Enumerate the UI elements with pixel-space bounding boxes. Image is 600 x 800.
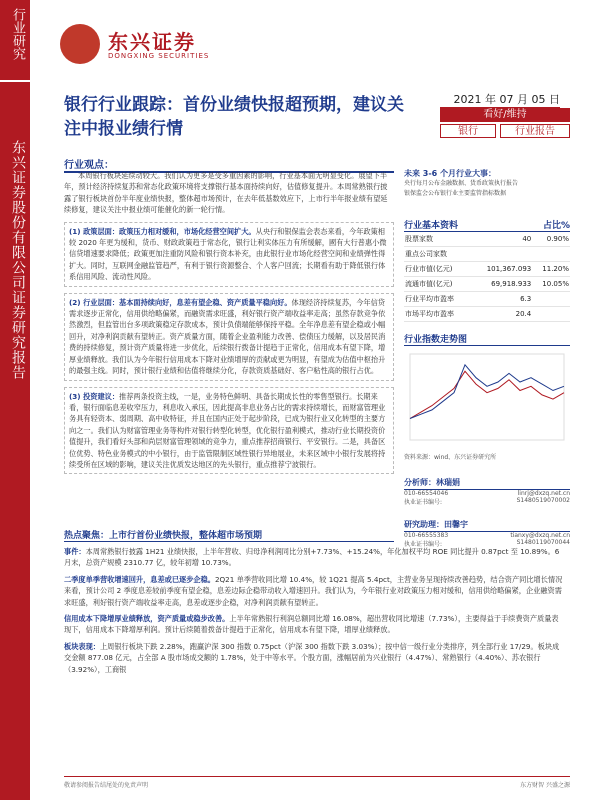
info-cell-k: 市场平均市盈率 [404,307,471,322]
hot-paragraph-event-text: 本周常熟银行披露 1H21 业绩快报，上半年营收、归母净利润同比分别+7.73%、+15.24%，年化加权平均 ROE 同比提升 0.87pct 至 10.89%。6 月末，总资产规模 2310.77 亿，较年初增 10.73%。 [64,547,560,568]
analyst-label: 分析师： [404,478,436,487]
analyst-cert-row [404,497,570,506]
sidebar [0,0,30,800]
hot-paragraph-revenue-text: 2Q21 单季营收同比增 10.4%，较 1Q21 提高 5.4pct，主营业务呈现持续改善趋势，结合资产同比增长情况来看，预计公司 2 季度息差较前季度有望企稳，息差边际企稳带动收入增速回升。我们认为，今年银行业对政策压力相对缓和，信用供给略偏紧，企业融资需求旺盛，利好银行资产端收益率走高，息差或逐步企稳，对净利润贡献有望转正。 [64,574,563,607]
index-chart-svg [404,348,570,448]
info-cell-v: 6.3 [471,292,532,307]
report-date: 2021 年 07 月 05 日 [440,91,560,108]
hot-paragraph-credit-text: 上半年常熟银行利润总额同比增 16.08%，超出营收同比增速（7.73%），主要得益于手续费资产质量表现下，信用成本下降增厚利润。预计后续随着拨备计提趋于正常化，信用成本有望下降，增厚业绩释放。 [64,614,559,635]
hot-paragraph-market-head: 板块表现： [64,641,100,651]
paragraph-industry-head: (2) 行业层面：基本面持续向好，息差有望企稳、资产质量平稳向好。 [69,297,292,307]
tag-industry: 银行 [440,124,496,138]
paragraph-invest [64,387,394,475]
hot-topic-body [64,546,564,680]
chart-source: 资料来源：wind、东兴证券研究所 [404,454,497,461]
report-title: 银行行业跟踪：首份业绩快报超预期，建议关注中报业绩行情 [64,95,404,139]
researcher-phone: 010-66555383 [404,532,449,539]
hot-paragraph-event [64,546,564,569]
sidebar-separator [0,80,30,82]
hot-topic-heading: 热点聚焦：上市行首份业绩快报，整体超市场预期 [64,528,394,542]
paragraph-invest-head: (3) 投资建议： [69,391,120,401]
logo-en-text: DONGXING SECURITIES [108,52,210,60]
page-footer [64,776,570,789]
info-row [404,262,570,277]
info-cell-v: 101,367.093 [471,262,532,277]
analyst-phone: 010-66554046 [404,490,449,497]
researcher-cert-no: S1480119070044 [516,539,570,546]
analyst-contact [404,490,570,497]
info-table [404,232,570,322]
info-row [404,232,570,247]
hot-paragraph-event-head: 事件： [64,547,86,556]
researcher-contact [404,532,570,539]
info-cell-k: 股票家数 [404,232,471,247]
industry-info-panel [404,218,570,322]
info-cell-k: 行业平均市盈率 [404,292,471,307]
index-chart [404,348,570,448]
sidebar-top-label: 行业研究 [10,8,25,60]
info-cell-p: 11.20% [532,262,570,277]
logo-icon [60,24,100,64]
info-header [404,218,570,232]
info-cell-k: 重点公司家数 [404,247,471,262]
info-cell-p [532,307,570,322]
paragraph-policy-text: 从央行和银保监会表态来看，今年政策相较 2020 年更为缓和，货币、财政政策趋于常态化，银行让利实体压力有所缓解，國有大行普惠小微信贷增速要求降低；政策更加注重防风险和银行资本补充，由此银行业市场化经营空间和业绩弹性得扩大。同时，互联网金融监管趋严，有利于银行资源整合、个人客户回流；长期看有助于降低银行体系信用风险、流动性风险。 [69,226,387,282]
chart-series-line-1 [410,365,564,419]
info-cell-k: 流通市值(亿元) [404,277,471,292]
info-row [404,307,570,322]
chart-source-wrap [404,452,570,461]
footer-disclaimer: 敬请参阅报告结尾处的免责声明 [64,782,149,789]
paragraph-policy [64,222,394,287]
info-row [404,292,570,307]
researcher-name: 田馨宇 [444,520,468,529]
section-heading: 行业观点： [64,156,394,173]
events-heading: 未来 3-6 个月行业大事： [404,169,497,178]
paragraph-policy-head: (1) 政策层面：政策压力相对缓和，市场化经营空间扩大。 [69,226,256,236]
chart-title: 行业指数走势图 [404,332,570,346]
researcher-label: 研究助理： [404,520,444,529]
info-cell-v [471,247,532,262]
info-cell-v: 20.4 [471,307,532,322]
analyst-email[interactable]: linrj@dxzq.net.cn [517,490,570,497]
info-cell-p [532,247,570,262]
chart-frame [410,354,564,440]
industry-events [404,168,570,199]
info-row [404,277,570,292]
logo-cn-text: 东兴证券 [108,30,196,54]
sidebar-org-label: 东兴证券股份有限公司证券研究报告 [10,140,26,380]
paragraph-intro: 本周银行板块延续动较大。我们认为更多是受多重因素的影响，行业基本面无明显变化。展望下半年，预计经济持续复苏和常态化政策环境将支撑银行基本面持续向好，估值修复提升。本周常熟银行披露了银行板块首份半年度业绩快报，整体超市场预计，在去年低基数效应下，上市行半年报业绩有望延续修复，建议关注中报业绩可能催化的新一轮行情。 [64,171,388,215]
events-line-2: 银保监会公布银行业主要监管指标数据 [404,190,507,197]
tag-row [440,124,570,138]
analyst-cert-no: S1480519070002 [516,497,570,504]
paragraph-industry-text: 体现经济持续复苏，今年信贷需求逐步正常化，信用供给略偏紧，而融资需求旺盛，利好银行资产端收益率走高；虽然存款竞争依然激烈，但监管出台多项政策稳定存款成本，预计负债端能够保持平稳。全年净息差有望企稳或小幅回升，对净利润贡献有望转正。资产质量方面，随着企业盈利能力改善、偿债压力缓解，以及居民消费的持续修复，预计资产质量将进一步优化，后续银行拨备计提趋于正常化，信用成本有望下降，增厚业绩释放。我们认为今年银行信用成本下降对业绩增厚的贡献或更为明显，有望成为估值中枢抬升的最强主线。同时，预计银行业绩和估值将继续分化，存款资质基础好、客户粘性高的银行占优。 [69,297,386,376]
info-col-header: 占比% [542,221,570,231]
researcher-email[interactable]: tianxy@dxzq.net.cn [510,532,570,539]
footer-slogan: 东方财智 兴盛之源 [520,782,570,789]
info-cell-p: 10.05% [532,277,570,292]
analyst-cert-label: 执业证书编号: [404,499,443,506]
main-body [64,170,394,480]
hot-paragraph-market [64,641,564,675]
info-cell-v: 40 [471,232,532,247]
researcher-cert-row [404,539,570,548]
chart-series-line-0 [410,371,564,418]
researcher-head [404,512,570,532]
hot-paragraph-revenue [64,574,564,608]
hot-paragraph-revenue-head: 二季度单季营收增速回升，息差或已逐步企稳。 [64,574,215,584]
info-cell-p [532,292,570,307]
hot-paragraph-credit [64,613,564,636]
tag-report-type: 行业报告 [500,124,570,138]
hot-paragraph-market-text: 上周银行板块下跌 2.28%，跑赢沪深 300 指数 0.75pct（沪深 300 指数下跌 3.03%）；按中信一级行业分类排序，列全部行业 17/29。板块成交金额 877.08 亿元，占全部 A 股市场成交额的 1.78%，处于中等水平。个股方面，涨幅居前为兴业银行（4.47%）、常熟银行（4.40%）、苏农银行（3.92%），工商银 [64,641,560,674]
chart-title-wrap [404,332,570,346]
hot-paragraph-credit-head: 信用成本下降增厚业绩释放，资产质量或稳步改善。 [64,614,230,624]
paragraph-industry [64,293,394,381]
paragraph-invest-text: 推荐两条投资主线，一是，业务特色鲜明、具备长期成长性的零售型银行。长期来看，银行面临息差收窄压力，利息收入承压，因此提高非息业务占比的需求持续增长，而财富管理业务具有轻资本、弱周期、高中收特征，并且在国内正处于起步阶段，已成为银行业又化转型的主要方向之一。我们认为财富管理业务等构件对银行转型化转型，优化银行盈利模式，推动行业长期投资价值提升，我们看好头部和尚层财富管理领域的竞争力，重点推荐招商银行、平安银行。二是，具备区位优势、特色业务模式的中小银行，由于监管限制区域性银行异地展业，未来区域中小银行发展将持续受所在区域的影响，建议关注优质发达地区的先头银行，重点推荐宁波银行。 [69,391,386,469]
info-cell-p: 0.90% [532,232,570,247]
researcher-cert-label: 执业证书编号: [404,541,443,548]
analyst-head [404,470,570,490]
info-cell-v: 69,918.933 [471,277,532,292]
info-cell-k: 行业市值(亿元) [404,262,471,277]
info-row [404,247,570,262]
analyst-panel [404,470,570,548]
rating-badge: 看好/维持 [440,108,570,122]
events-line-1: 央行每月公布金融数据、货币政策执行报告 [404,180,519,187]
analyst-name: 林瑞娟 [436,478,460,487]
info-title: 行业基本资料 [404,221,459,231]
company-logo [60,22,230,72]
